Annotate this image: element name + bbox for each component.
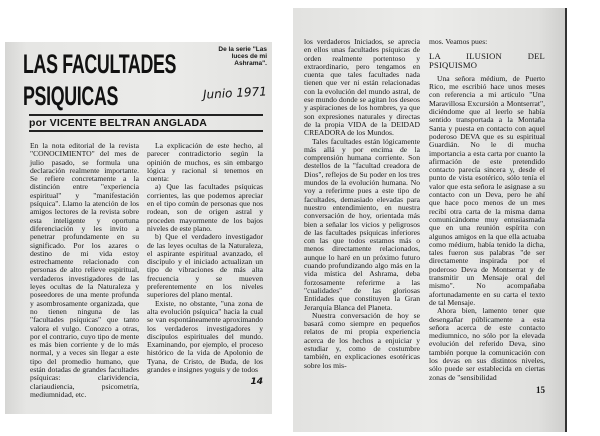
page-number: 14 [250, 377, 263, 388]
column-2 [147, 142, 263, 388]
paragraph: Ahora bien, lamento tener que desengañar públicamente a esta señora acerca de este contacto mediumnico, no sólo por la elevada evolución del referido Deva, sino también porque la comunicación con los devas en sus distintos niveles, sólo puede ser establecida en ciertas zonas de "sensibilidad [429, 306, 545, 382]
divider-rule [29, 114, 263, 116]
column-1 [304, 38, 420, 370]
divider-rule [29, 130, 263, 132]
article-title-line-2: PSIQUICAS [23, 81, 119, 111]
handwritten-date: Junio 1971 [202, 84, 268, 102]
paragraph: mos. Veamos pues: [429, 37, 488, 46]
column-1 [30, 142, 139, 399]
left-page [5, 42, 272, 414]
paragraph: Tales facultades están lógicamente más allá y por encima de la comprensión humana corriente. Son destellos de la "facultad creadora de Dios", reflejos de Su poder en los tres mundos de la evolución humana. No voy a referirme pues a este tipo de facultades, demasiado elevadas para nuestro entendimiento, en nuestra conversación de hoy, orientada más bien a señalar los vicios y peligrosos de las facultades psíquicas inferiores con las que todos estamos más o menos directamente relacionados, aunque lo haré en un próximo futuro cuando profundizando algo más en la vida mística del Ashrama, deba forzosamente referirme a las "cualidades" de las gloriosas Entidades que constituyen la Gran Jerarquía Blanca del Planeta. [304, 136, 420, 312]
paragraph: Existe, no obstante, "una zona de alta evolución psíquica" hacia la cual se van espontáneamente aproximando los verdaderos investigadores y discípulos espirituales del mundo. Examinando, por ejemplo, el proceso histórico de la vida de Apolonio de Tyana, de Cristo, de Buda, de los grandes e insignes yoguis y de todos [147, 298, 263, 375]
article-title-line-1: LAS FACULTADES [23, 49, 177, 79]
series-note: De la serie "Las luces de mi Ashrama". [218, 46, 267, 67]
paragraph: b) Que el verdadero investigador de las leyes ocultas de la Naturaleza, el aspirante espiritual avanzado, el discípulo y el iniciado actualizan un tipo de vibraciones de más alta frecuencia y se mueven preferentemente en los niveles superiores del plano mental. [147, 232, 263, 300]
page-number: 15 [536, 384, 545, 395]
paragraph: a) Que las facultades psíquicas corrientes, las que podemos apreciar en el tipo común de personas que nos rodean, son de origen astral y proceden mayormente de los bajos niveles de este plano. [147, 182, 263, 233]
byline: por VICENTE BELTRAN ANGLADA [29, 117, 208, 129]
paragraph: La explicación de este hecho, al parecer contradictorio según la opinión de muchos, es sin embargo lógica y racional si tenemos en cuenta: [147, 141, 263, 184]
paragraph: Una señora médium, de Puerto Rico, me escribió hace unos meses con referencia a mi artículo "Una Maravillosa Excursión a Montserrat", diciéndome que al leerlo se había sentido transportada a la Montaña Santa y puesta en contacto con aquel poderoso DEVA que es su espiritual Guardián. No le di mucha importancia a esta carta por cuanto la afirmación de este pretendido contacto parecía sincera y, desde el punto de vista esotérico, sólo tenía el valor que esta señora le asignase a su contacto con un Deva, pero he ahí que hace poco menos de un mes recibí otra carta de la misma dama comunicándome muy entusiasmada que en una reunión espírita con algunos amigos en la que ella actuaba como médium, había tenido la dicha, tales fueron sus palabras "de ser directamente inspirada por el poderoso Deva de Montserrat y de transmitir un Mensaje oral del mismo". No acompañaba afortunadamente en su carta el texto de tal Mensaje. [429, 73, 545, 307]
column-2 [429, 38, 545, 396]
paragraph: Nuestra conversación de hoy se basará como siempre en pequeños relatos de mi propia experiencia acerca de los hechos a enjuiciar y estudiar y, como de costumbre también, en explicaciones esotéricas sobre los mis- [304, 310, 420, 370]
paragraph: En la nota editorial de la revista "CONOCIMIENTO" del mes de julio pasado, se formula una declaración realmente importante. Se refiere concretamente a la distinción entre "experiencia espiritual" y "manifestación psíquica". Llamo la atención de los amigos lectores de la revista sobre esta inteligente y oportuna diferenciación y les invito a penetrar profundamente en su significado. Por los azares o destino de mi vida estoy estrechamente relacionado con personas de alto relieve espiritual, verdaderos investigadores de las leyes ocultas de la Naturaleza y poseedores de una mente profunda y asombrosamente organizada, que no tienen ninguna de las "facultades psíquicas" que tanto valora el vulgo. Conozco a otras, por el contrario, cuyo tipo de mente es más bien corriente y de lo más normal, y a veces sin llegar a este tipo del promedio humano, que están dotadas de grandes facultades psíquicas: clarividencia, clariaudiencia, psicometría, mediumnidad, etc. [30, 141, 139, 399]
paragraph: los verdaderos Iniciados, se aprecia en ellos unas facultades psíquicas de orden realmente portentoso y extraordinario, pero tengamos en cuenta que tales facultades nada tienen que ver ni están relacionadas con la evolución del mundo astral, de ese mundo donde se agitan los deseos y aspiraciones de los hombres, ya que son expresiones naturales y directas de la propia VIDA de la DEIDAD CREADORA de los Mundos. [304, 37, 420, 138]
section-heading: LA ILUSION DEL PSIQUISMO [429, 51, 545, 70]
right-page [293, 8, 567, 432]
